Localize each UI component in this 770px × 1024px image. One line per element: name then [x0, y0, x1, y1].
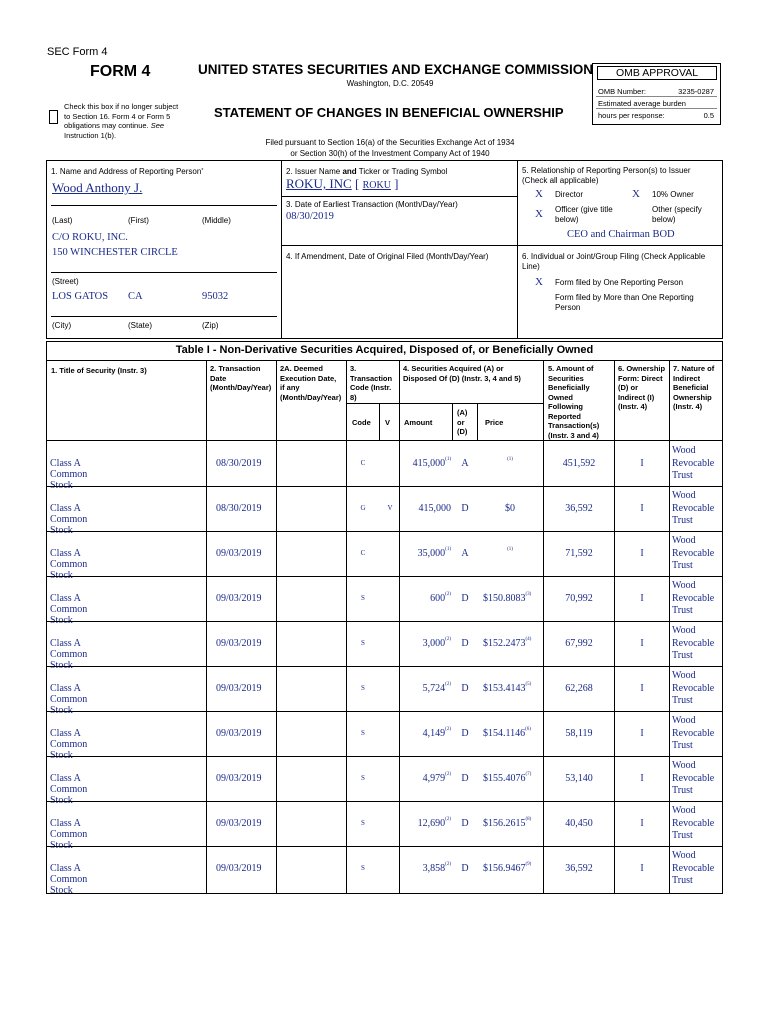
- security-title: Class A Common Stock: [50, 683, 88, 716]
- h5-line-5: Reported: [548, 411, 581, 421]
- transaction-code: S: [361, 684, 365, 692]
- amount-value: 5,724: [422, 683, 446, 694]
- h2-line-1: Date: [210, 373, 227, 383]
- sub-ad-1: or: [457, 417, 465, 427]
- row-divider: [46, 486, 723, 487]
- acquired-disposed: D: [461, 728, 469, 739]
- amount-cell: [400, 683, 451, 694]
- price-footnote: (8): [525, 817, 532, 822]
- transaction-code: S: [361, 729, 365, 737]
- h7-line-2: Beneficial: [673, 383, 709, 392]
- transaction-date: 09/03/2019: [216, 728, 262, 739]
- h5-line-7: (Instr. 3 and 4): [548, 430, 599, 440]
- col-nature-header: [673, 364, 714, 412]
- box2-label-and: and: [342, 167, 357, 176]
- checkbox-instructions: [64, 102, 178, 140]
- amount-value: 415,000: [412, 458, 446, 469]
- nature-line: Trust: [672, 605, 693, 616]
- officer-title: CEO and Chairman BOD: [567, 229, 675, 240]
- acquired-disposed: A: [461, 548, 469, 559]
- more-person-label-2: Person: [555, 303, 581, 312]
- amount-footnote: (1): [445, 547, 451, 552]
- nature-line: Revocable: [672, 772, 715, 784]
- amount-cell: [400, 818, 451, 829]
- ownership-form: I: [640, 863, 644, 874]
- transaction-code: S: [361, 639, 365, 647]
- more-person-label-1: Form filed by More than One Reporting: [555, 293, 694, 302]
- price-footnote: (1): [507, 457, 513, 462]
- amount-value: 3,858: [422, 863, 446, 874]
- ownership-form: I: [640, 683, 644, 694]
- nature-line: Revocable: [672, 862, 715, 874]
- nature-line: Wood: [672, 535, 696, 546]
- price-cell: [478, 548, 542, 559]
- box3-label: 3. Date of Earliest Transaction (Month/Day/Year): [286, 200, 458, 209]
- nature-line: Trust: [672, 875, 693, 886]
- box4-label: 4. If Amendment, Date of Original Filed (Month/Day/Year): [286, 252, 489, 261]
- amount-cell: [400, 773, 451, 784]
- ownership-form: I: [640, 818, 644, 829]
- h2a-line-0: 2A. Deemed: [280, 364, 323, 373]
- price-value: $156.9467: [483, 863, 526, 874]
- nature-line: Trust: [672, 785, 693, 796]
- price-cell: [478, 458, 542, 469]
- amount-cell: [400, 728, 451, 739]
- nature-of-ownership: [672, 805, 714, 843]
- nature-of-ownership: [672, 715, 714, 753]
- ten-percent-check[interactable]: X: [632, 188, 640, 200]
- commission-location: Washington, D.C. 20549: [346, 79, 434, 88]
- ownership-form: I: [640, 728, 644, 739]
- amount-owned: 58,119: [565, 728, 593, 739]
- first-label: (First): [128, 216, 149, 225]
- street-label: (Street): [52, 277, 79, 286]
- nature-line: Revocable: [672, 457, 715, 469]
- nature-line: Wood: [672, 805, 696, 816]
- acquired-disposed: D: [461, 818, 469, 829]
- transaction-v: V: [387, 504, 393, 512]
- row-divider: [46, 711, 723, 712]
- transaction-code: C: [360, 549, 366, 557]
- security-title: Class A Common Stock: [50, 773, 88, 806]
- nature-line: Wood: [672, 715, 696, 726]
- amount-owned: 67,992: [565, 638, 593, 649]
- price-footnote: (7): [525, 772, 532, 777]
- transaction-code: S: [361, 594, 365, 602]
- nature-line: Revocable: [672, 682, 715, 694]
- nature-line: Trust: [672, 515, 693, 526]
- nature-line: Revocable: [672, 592, 715, 604]
- amount-owned: 62,268: [565, 683, 593, 694]
- transaction-date: 09/03/2019: [216, 548, 262, 559]
- other-label-1: Other (specify: [652, 205, 702, 214]
- nature-line: Wood: [672, 625, 696, 636]
- sub-ad-header: [457, 408, 467, 437]
- security-title: Class A Common Stock: [50, 458, 88, 491]
- reporting-person-name[interactable]: Wood Anthony J.: [52, 180, 143, 195]
- nature-of-ownership: [672, 580, 714, 618]
- nature-of-ownership: [672, 670, 714, 708]
- amount-footnote: (2): [445, 637, 451, 642]
- h5-line-4: Following: [548, 402, 583, 411]
- h5-line-6: Transaction(s): [548, 421, 600, 430]
- h5-line-1: Securities: [548, 373, 584, 383]
- city-value: LOS GATOS: [52, 291, 109, 302]
- h4-line-1: Disposed Of (D) (Instr. 3, 4 and 5): [403, 373, 521, 383]
- transaction-date: 09/03/2019: [216, 818, 262, 829]
- other-label: [652, 205, 702, 225]
- h5-line-0: 5. Amount of: [548, 364, 594, 373]
- sub-ad-2: (D): [457, 427, 468, 436]
- city-label: (City): [52, 321, 72, 330]
- price-cell: [478, 683, 542, 694]
- security-title: Class A Common Stock: [50, 503, 88, 536]
- ticker-symbol[interactable]: ROKU: [362, 180, 391, 191]
- amount-owned: 36,592: [565, 863, 593, 874]
- security-title: Class A Common Stock: [50, 548, 88, 581]
- h6-line-2: (D) or: [618, 383, 638, 392]
- amount-footnote: (2): [445, 727, 451, 732]
- box1-label: [51, 167, 203, 177]
- acquired-disposed: D: [461, 773, 469, 784]
- col-code-header: [350, 364, 392, 402]
- h4-line-0: 4. Securities Acquired (A) or: [403, 364, 504, 373]
- transaction-date: 09/03/2019: [216, 593, 262, 604]
- amount-footnote: (2): [445, 862, 451, 867]
- price-value: $150.8083: [483, 593, 526, 604]
- amount-cell: [400, 863, 451, 874]
- col-owned-header: [548, 364, 599, 440]
- col-acquired-header: [403, 364, 521, 383]
- amount-value: 3,000: [422, 638, 446, 649]
- transaction-date: 09/03/2019: [216, 683, 262, 694]
- box5-label-1: 5. Relationship of Reporting Person(s) to Issuer: [522, 166, 691, 175]
- amount-cell: [400, 638, 451, 649]
- middle-label: (Middle): [202, 216, 231, 225]
- transaction-date: 09/03/2019: [216, 773, 262, 784]
- amount-owned: 70,992: [565, 593, 593, 604]
- price-cell: [478, 863, 542, 874]
- h6-line-4: (Instr. 4): [618, 402, 648, 411]
- officer-check[interactable]: X: [535, 208, 543, 220]
- price-footnote: (4): [525, 637, 532, 642]
- amount-value: 4,149: [422, 728, 446, 739]
- security-title: Class A Common Stock: [50, 818, 88, 851]
- sub-ad-0: (A): [457, 408, 468, 417]
- amount-value: 415,000: [418, 503, 451, 514]
- nature-line: Revocable: [672, 727, 715, 739]
- nature-line: Wood: [672, 760, 696, 771]
- transaction-date: 08/30/2019: [216, 503, 262, 514]
- box6-label-1: 6. Individual or Joint/Group Filing (Check Applicable: [522, 252, 706, 261]
- nature-of-ownership: [672, 850, 714, 888]
- nature-of-ownership: [672, 625, 714, 663]
- col-date-header: [210, 364, 271, 393]
- ticker-close: ]: [390, 176, 399, 191]
- ownership-form: I: [640, 458, 644, 469]
- h3-line-3: 8): [350, 392, 357, 402]
- price-cell: [478, 503, 542, 514]
- more-person-label: [555, 293, 694, 313]
- zip-value: 95032: [202, 291, 229, 302]
- security-title: Class A Common Stock: [50, 593, 88, 626]
- amount-footnote: (2): [445, 772, 451, 777]
- price-footnote: (5): [525, 682, 532, 687]
- sub-v-header: V: [385, 418, 391, 427]
- sub-code-header: Code: [352, 418, 371, 427]
- amount-value: 4,979: [422, 773, 446, 784]
- h6-line-3: Indirect (I): [618, 392, 655, 402]
- officer-label-2: below): [555, 215, 579, 224]
- ownership-form: I: [640, 773, 644, 784]
- director-check[interactable]: X: [535, 188, 543, 200]
- row-divider: [46, 801, 723, 802]
- h3-line-0: 3.: [350, 364, 357, 373]
- transaction-code: G: [360, 504, 366, 512]
- last-label: (Last): [52, 216, 73, 225]
- nature-of-ownership: [672, 445, 714, 483]
- amount-value: 35,000: [417, 548, 446, 559]
- amount-owned: 40,450: [565, 818, 593, 829]
- form-title: FORM 4: [90, 63, 151, 80]
- price-cell: [478, 638, 542, 649]
- box5-label-2: (Check all applicable): [522, 176, 599, 185]
- filed-line-2: or Section 30(h) of the Investment Company Act of 1940: [290, 149, 490, 158]
- statement-title: STATEMENT OF CHANGES IN BENEFICIAL OWNERSHIP: [214, 105, 564, 120]
- box1-star: *: [201, 168, 204, 174]
- amount-owned: 71,592: [565, 548, 593, 559]
- one-person-label: Form filed by One Reporting Person: [555, 278, 684, 287]
- row-divider: [46, 666, 723, 667]
- h5-line-3: Owned: [548, 392, 574, 402]
- security-title: Class A Common Stock: [50, 638, 88, 671]
- filed-pursuant: [0, 137, 770, 159]
- price-cell: [478, 818, 542, 829]
- price-cell: [478, 773, 542, 784]
- nature-line: Revocable: [672, 502, 715, 514]
- ownership-form: I: [640, 593, 644, 604]
- ownership-form: I: [640, 503, 644, 514]
- h2a-line-2: if any: [280, 383, 300, 392]
- h6-line-1: Form: Direct: [618, 373, 663, 383]
- row-divider: [46, 576, 723, 577]
- checkbox-text-3: obligations may continue.: [64, 121, 149, 130]
- zip-label: (Zip): [202, 321, 219, 330]
- row-divider: [46, 756, 723, 757]
- col-title-header: 1. Title of Security (Instr. 3): [51, 366, 147, 375]
- nature-line: Trust: [672, 650, 693, 661]
- nature-line: Wood: [672, 850, 696, 861]
- amount-cell: [400, 593, 451, 604]
- price-value: $155.4076: [483, 773, 526, 784]
- box5-label: [522, 166, 691, 186]
- box2-label-b: Ticker or Trading Symbol: [356, 167, 448, 176]
- box6-label-2: Line): [522, 262, 540, 271]
- acquired-disposed: D: [461, 683, 469, 694]
- price-cell: [478, 593, 542, 604]
- amount-owned: 451,592: [562, 458, 596, 469]
- transaction-code: S: [361, 819, 365, 827]
- price-cell: [478, 728, 542, 739]
- transaction-code: S: [361, 774, 365, 782]
- h6-line-0: 6. Ownership: [618, 364, 666, 373]
- address-line-2: 150 WINCHESTER CIRCLE: [52, 247, 178, 258]
- h3-line-2: Code (Instr.: [350, 383, 392, 392]
- sub-amount-header: Amount: [404, 418, 433, 427]
- nature-line: Trust: [672, 830, 693, 841]
- ticker-open: [: [354, 176, 363, 191]
- amount-footnote: (1): [445, 457, 451, 462]
- price-value: $154.1146: [483, 728, 526, 739]
- nature-line: Trust: [672, 470, 693, 481]
- h2a-line-1: Execution Date,: [280, 373, 337, 383]
- issuer-name-line: [286, 176, 399, 192]
- burden-label: Estimated average burden: [598, 99, 686, 108]
- nature-line: Wood: [672, 580, 696, 591]
- acquired-disposed: A: [461, 458, 469, 469]
- omb-number-value: 3235-0287: [678, 87, 714, 96]
- nature-line: Trust: [672, 560, 693, 571]
- price-footnote: (3): [525, 592, 532, 597]
- h2a-line-3: (Month/Day/Year): [280, 392, 342, 402]
- amount-cell: [400, 548, 451, 559]
- other-label-2: below): [652, 215, 676, 224]
- no-longer-subject-checkbox[interactable]: [49, 110, 58, 124]
- transaction-code: C: [360, 459, 366, 467]
- nature-line: Revocable: [672, 817, 715, 829]
- acquired-disposed: D: [461, 638, 469, 649]
- nature-line: Trust: [672, 695, 693, 706]
- price-footnote: (1): [507, 547, 513, 552]
- officer-label-1: Officer (give title: [555, 205, 613, 214]
- nature-line: Wood: [672, 490, 696, 501]
- h2-line-0: 2. Transaction: [210, 364, 261, 373]
- nature-line: Wood: [672, 670, 696, 681]
- row-divider: [46, 846, 723, 847]
- amount-owned: 53,140: [565, 773, 593, 784]
- price-value: $0: [505, 503, 515, 514]
- amount-footnote: (2): [445, 592, 451, 597]
- h7-line-4: (Instr. 4): [673, 402, 703, 411]
- table-1-title: Table I - Non-Derivative Securities Acquired, Disposed of, or Beneficially Owned: [175, 344, 594, 356]
- state-label: (State): [128, 321, 153, 330]
- nature-of-ownership: [672, 490, 714, 528]
- price-value: $152.2473: [483, 638, 526, 649]
- checkbox-text-4: Instruction 1(b).: [64, 130, 117, 140]
- transaction-date: 09/03/2019: [216, 863, 262, 874]
- earliest-transaction-date: 08/30/2019: [286, 211, 334, 222]
- hours-value: 0.5: [703, 111, 714, 120]
- issuer-name[interactable]: ROKU, INC: [286, 176, 352, 191]
- nature-line: Revocable: [672, 637, 715, 649]
- h5-line-2: Beneficially: [548, 383, 590, 392]
- h7-line-1: Indirect: [673, 373, 701, 383]
- price-footnote: (9): [525, 862, 532, 867]
- amount-owned: 36,592: [565, 503, 593, 514]
- transaction-date: 09/03/2019: [216, 638, 262, 649]
- amount-footnote: (2): [445, 682, 451, 687]
- nature-line: Wood: [672, 445, 696, 456]
- checkbox-text-2: to Section 16. Form 4 or Form 5: [64, 111, 171, 121]
- amount-cell: [400, 458, 451, 469]
- amount-cell: [400, 503, 451, 514]
- omb-title: OMB APPROVAL: [597, 66, 717, 80]
- hours-label: hours per response:: [598, 111, 665, 120]
- filed-line-1: Filed pursuant to Section 16(a) of the Securities Exchange Act of 1934: [265, 138, 515, 147]
- h3-line-1: Transaction: [350, 373, 393, 383]
- row-divider: [46, 531, 723, 532]
- transaction-code: S: [361, 864, 365, 872]
- sub-price-header: Price: [485, 418, 504, 427]
- box1-label-text: 1. Name and Address of Reporting Person: [51, 167, 202, 176]
- checkbox-text-see: See: [150, 121, 165, 130]
- nature-of-ownership: [672, 760, 714, 798]
- amount-value: 600: [430, 593, 446, 604]
- nature-of-ownership: [672, 535, 714, 573]
- box2-label-a: 2. Issuer Name: [286, 167, 343, 176]
- h7-line-0: 7. Nature of: [673, 364, 715, 373]
- commission-title: UNITED STATES SECURITIES AND EXCHANGE COMMISSION: [198, 62, 594, 77]
- acquired-disposed: D: [461, 503, 469, 514]
- ownership-form: I: [640, 548, 644, 559]
- director-label: Director: [555, 190, 584, 199]
- price-value: $153.4143: [483, 683, 526, 694]
- checkbox-text-1: Check this box if no longer subject: [64, 102, 179, 111]
- row-divider: [46, 621, 723, 622]
- col-deemed-header: [280, 364, 341, 402]
- officer-label: [555, 205, 613, 225]
- ten-percent-label: 10% Owner: [652, 190, 694, 199]
- address-line-1: C/O ROKU, INC.: [52, 232, 128, 243]
- sec-form-label: SEC Form 4: [47, 46, 108, 58]
- nature-line: Trust: [672, 740, 693, 751]
- price-footnote: (6): [525, 727, 531, 732]
- one-person-check[interactable]: X: [535, 276, 543, 288]
- nature-line: Revocable: [672, 547, 715, 559]
- omb-number-label: OMB Number:: [598, 87, 646, 96]
- box6-label: [522, 252, 705, 272]
- amount-footnote: (2): [445, 817, 451, 822]
- security-title: Class A Common Stock: [50, 863, 88, 896]
- transaction-date: 08/30/2019: [216, 458, 262, 469]
- amount-value: 12,690: [417, 818, 446, 829]
- acquired-disposed: D: [461, 593, 469, 604]
- col-form-header: [618, 364, 665, 412]
- price-value: $156.2615: [483, 818, 526, 829]
- h2-line-2: (Month/Day/Year): [210, 383, 272, 392]
- security-title: Class A Common Stock: [50, 728, 88, 761]
- h7-line-3: Ownership: [673, 392, 712, 402]
- ownership-form: I: [640, 638, 644, 649]
- acquired-disposed: D: [461, 863, 469, 874]
- state-value: CA: [128, 291, 143, 302]
